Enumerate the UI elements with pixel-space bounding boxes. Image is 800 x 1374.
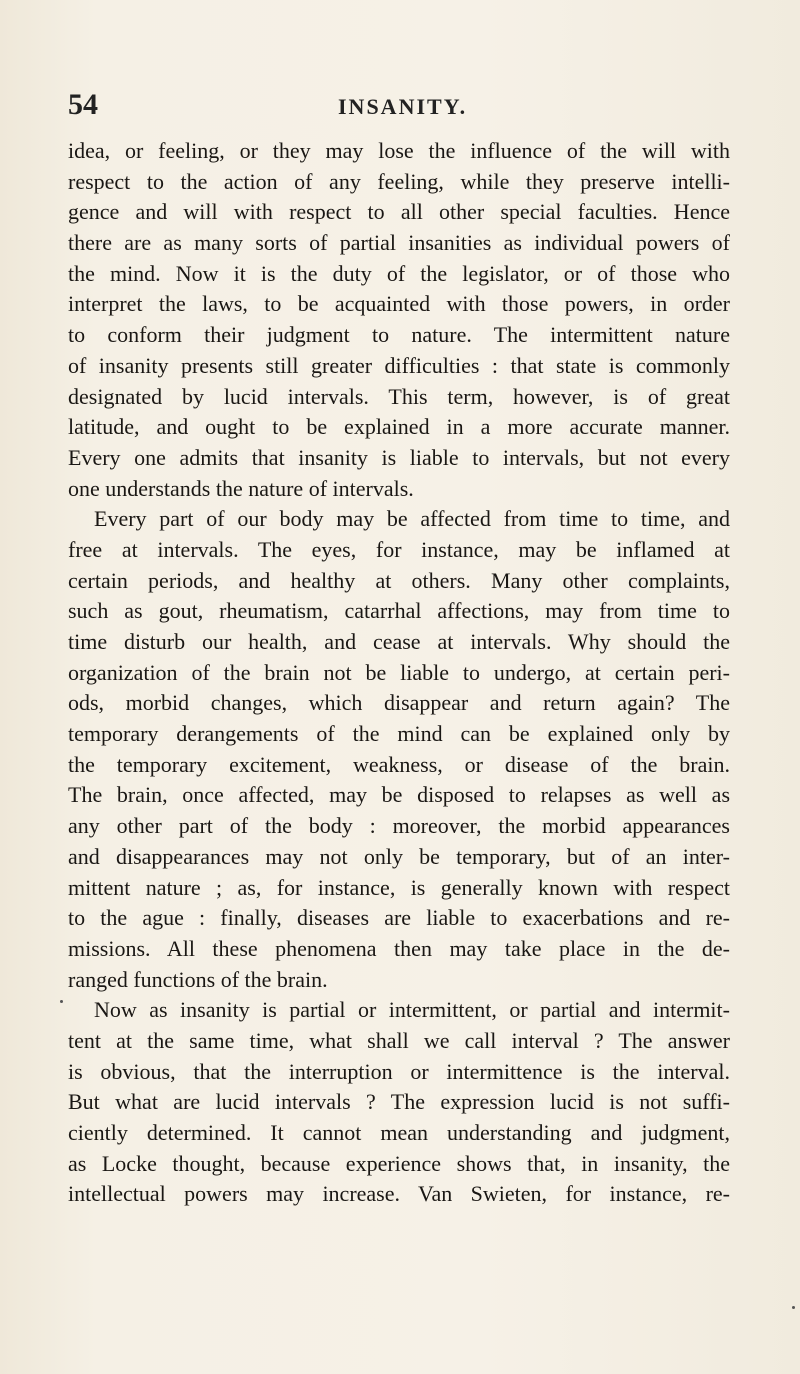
text-line: one understands the nature of intervals. — [68, 475, 414, 501]
page-number: 54 — [68, 88, 98, 121]
text-line: to conform their judgment to nature. The intermittent nature — [68, 322, 730, 348]
text-line: The brain, once affected, may be disposed to relapses as well as — [68, 782, 730, 808]
text-line: and disappearances may not only be temporary, but of an inter- — [68, 843, 730, 869]
text-line: such as gout, rheumatism, catarrhal affections, may from time to — [68, 598, 730, 624]
running-title: INSANITY. — [338, 94, 468, 119]
text-line: ods, morbid changes, which disappear and return again? The — [68, 690, 730, 716]
text-line: respect to the action of any feeling, while they preserve intelli- — [68, 168, 730, 194]
text-line: Every one admits that insanity is liable to intervals, but not every — [68, 444, 730, 470]
margin-speck — [792, 1306, 795, 1309]
text-line: designated by lucid intervals. This term, however, is of great — [68, 383, 730, 409]
text-line: mittent nature ; as, for instance, is generally known with respect — [68, 874, 730, 900]
margin-speck — [60, 1000, 63, 1003]
text-line: certain periods, and healthy at others. Many other complaints, — [68, 567, 730, 593]
text-line: Every part of our body may be affected from time to time, and — [94, 506, 730, 532]
text-line: of insanity presents still greater difficulties : that state is commonly — [68, 352, 730, 378]
text-line: intellectual powers may increase. Van Swieten, for instance, re- — [68, 1181, 730, 1207]
text-line: organization of the brain not be liable to undergo, at certain peri- — [68, 659, 730, 685]
text-line: Now as insanity is partial or intermittent, or partial and intermit- — [94, 997, 730, 1023]
text-line: free at intervals. The eyes, for instance, may be inflamed at — [68, 536, 730, 562]
text-line: ciently determined. It cannot mean understanding and judgment, — [68, 1120, 730, 1145]
text-line: to the ague : finally, diseases are liable to exacerbations and re- — [68, 905, 730, 931]
text-line: latitude, and ought to be explained in a more accurate manner. — [68, 414, 730, 440]
text-line: is obvious, that the interruption or intermittence is the interval. — [68, 1058, 730, 1084]
text-line: the temporary excitement, weakness, or disease of the brain. — [68, 751, 730, 777]
text-line: ranged functions of the brain. — [68, 966, 328, 992]
text-line: the mind. Now it is the duty of the legislator, or of those who — [68, 260, 730, 286]
text-line: temporary derangements of the mind can be explained only by — [68, 721, 730, 747]
text-line: missions. All these phenomena then may take place in the de- — [68, 935, 730, 961]
text-line: idea, or feeling, or they may lose the influence of the will with — [68, 138, 730, 163]
text-line: there are as many sorts of partial insanities as individual powers of — [68, 230, 730, 256]
text-line: as Locke thought, because experience shows that, in insanity, the — [68, 1150, 730, 1176]
body-text — [68, 136, 730, 1210]
text-line: time disturb our health, and cease at intervals. Why should the — [68, 629, 730, 654]
text-line: any other part of the body : moreover, the morbid appearances — [68, 813, 730, 839]
text-line: tent at the same time, what shall we call interval ? The answer — [68, 1027, 730, 1053]
text-line: gence and will with respect to all other special faculties. Hence — [68, 199, 730, 225]
text-line: But what are lucid intervals ? The expression lucid is not suffi- — [68, 1089, 730, 1115]
running-head — [68, 88, 732, 124]
text-line: interpret the laws, to be acquainted with those powers, in order — [68, 291, 730, 317]
